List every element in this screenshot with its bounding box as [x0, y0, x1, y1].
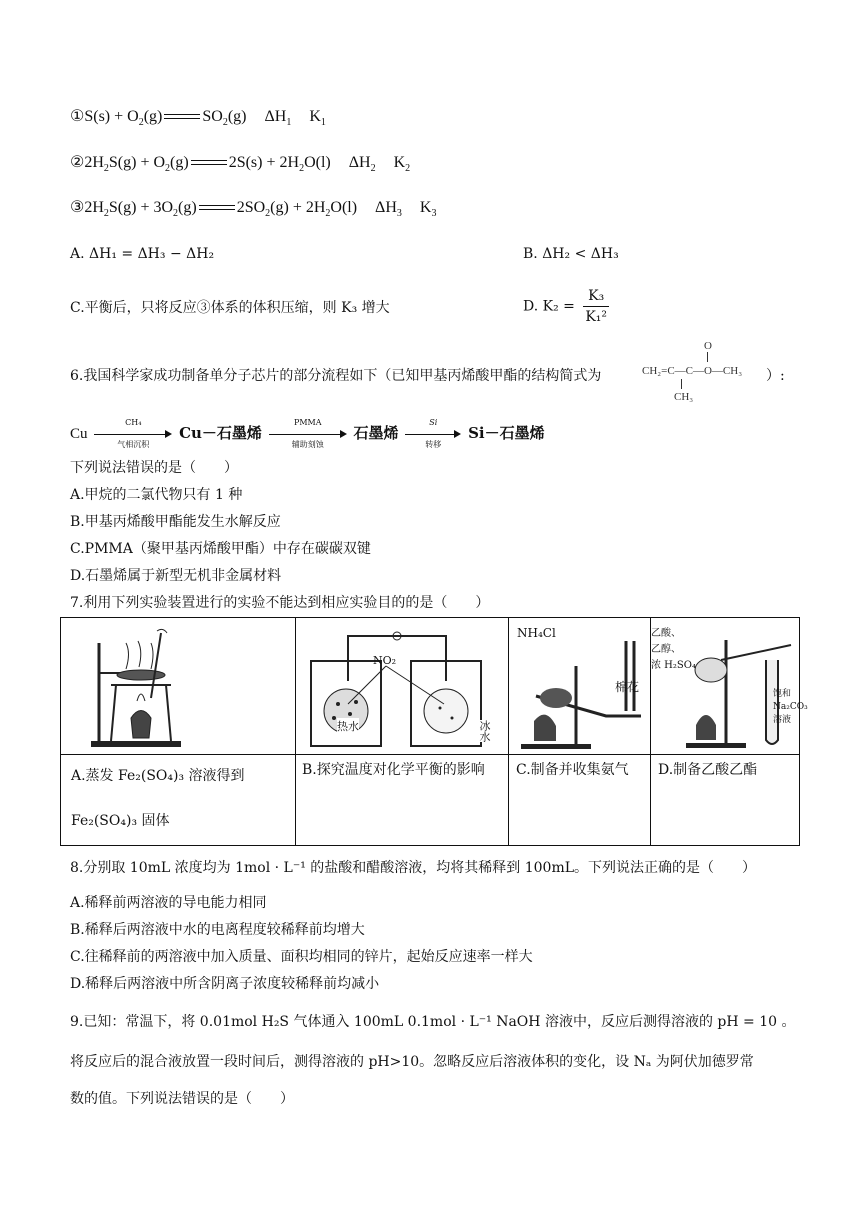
q5-option-c: C.平衡后，只将反应③体系的体积压缩，则 K₃ 增大 — [70, 300, 390, 316]
q9-line-2: 将反应后的混合液放置一段时间后，测得溶液的 pH>10。忽略反应后溶液体积的变化，设 Nₐ 为阿伏加德罗常 — [70, 1054, 754, 1070]
caption-b: B.探究温度对化学平衡的影响 — [302, 762, 485, 778]
q6-option-b: B.甲基丙烯酸甲酯能发生水解反应 — [70, 514, 281, 530]
q8-option-b: B.稀释后两溶液中水的电离程度较稀释前均增大 — [70, 922, 365, 938]
evaporation-apparatus-icon — [81, 623, 201, 751]
q7-stem: 7.利用下列实验装置进行的实验不能达到相应实验目的的是（ ） — [70, 595, 490, 611]
methyl-methacrylate-structure: O CH₂=C—C—O—CH₃ CH₃ — [642, 340, 743, 403]
equation-2: $②2H_2S(g) + O_2(g) 2S(s) + 2H_2O(l)$ $\Delta H_2$ $K_2$ — [70, 154, 411, 175]
caption-a-line2: Fe₂(SO₄)₃ 固体 — [71, 813, 170, 829]
q6-option-c: C.PMMA（聚甲基丙烯酸甲酯）中存在碳碳双键 — [70, 541, 371, 557]
q8-stem: 8.分别取 10mL 浓度均为 1mol · L⁻¹ 的盐酸和醋酸溶液，均将其稀释到 100mL。下列说法正确的是（ ） — [70, 860, 757, 876]
q5-option-d: D. K₂ = $\frac{\text{K₃}}{\text{K₁²}}$ — [523, 288, 608, 325]
equation-1: ①S(s) + $O_2(g)$ $SO_2(g)$ $\Delta H_1$ $K_1$ — [70, 108, 326, 129]
label-reagents: 乙酸、 乙醇、 浓 H₂SO₄ — [651, 628, 696, 671]
caption-a-line1: A.蒸发 Fe₂(SO₄)₃ 溶液得到 — [71, 768, 245, 784]
flow-node-cu-graphene: Cu－石墨烯 — [179, 424, 262, 442]
label-na2co3: 饱和 Na₂CO₃ 溶液 — [773, 689, 808, 725]
q6-option-a: A.甲烷的二氯代物只有 1 种 — [70, 487, 243, 503]
q6-stem: 6.我国科学家成功制备单分子芯片的部分流程如下（已知甲基丙烯酸甲酯的结构简式为 — [70, 368, 602, 384]
flow-arrow-icon: Si 转移 — [405, 420, 461, 448]
label-hot-water: 热水 — [337, 720, 359, 733]
equilibrium-arrow-icon — [164, 112, 200, 122]
flow-arrow-icon: PMMA 辅助刻蚀 — [269, 420, 347, 448]
equilibrium-arrow-icon — [191, 158, 227, 168]
label-nh4cl: NH₄Cl — [517, 626, 556, 640]
q8-option-c: C.往稀释前的两溶液中加入质量、面积均相同的锌片，起始反应速率一样大 — [70, 949, 533, 965]
q6-question: 下列说法错误的是（ ） — [70, 460, 238, 476]
label-no2: NO₂ — [373, 654, 397, 667]
q6-option-d: D.石墨烯属于新型无机非金属材料 — [70, 568, 282, 584]
process-flow — [70, 420, 545, 448]
label-cotton: 棉花 — [615, 680, 640, 694]
flow-node-graphene: 石墨烯 — [353, 424, 399, 442]
q6-stem-end: ）: — [766, 368, 785, 384]
q9-line-3: 数的值。下列说法错误的是（ ） — [70, 1091, 294, 1107]
equation-3: $③2H_2S(g) + 3O_2(g) 2SO_2(g) + 2H_2O(l)$ $\Delta H_3$ $K_3$ — [70, 199, 437, 220]
flow-node-cu: Cu — [70, 426, 88, 442]
q5-option-b: B. ΔH₂ < ΔH₃ — [523, 246, 619, 262]
equilibrium-arrow-icon — [199, 203, 235, 213]
q8-option-d: D.稀释后两溶液中所含阴离子浓度较稀释前均减小 — [70, 976, 380, 992]
fraction: $\frac{\text{K₃}}{\text{K₁²}}$ — [585, 288, 608, 325]
flow-node-si-graphene: Si－石墨烯 — [468, 424, 545, 442]
q8-option-a: A.稀释前两溶液的导电能力相同 — [70, 895, 267, 911]
q5-option-a: A. ΔH₁ = ΔH₃ − ΔH₂ — [70, 246, 215, 262]
no2-equilibrium-apparatus-icon — [306, 626, 501, 751]
caption-c: C.制备并收集氨气 — [516, 762, 629, 778]
flow-arrow-icon: CH₄ 气相沉积 — [94, 420, 172, 448]
q9-line-1: 9.已知：常温下，将 0.01mol H₂S 气体通入 100mL 0.1mol · L⁻¹ NaOH 溶液中，反应后测得溶液的 pH = 10 。 — [70, 1014, 796, 1030]
apparatus-table — [60, 617, 808, 846]
label-ice-water: 冰水 — [478, 720, 491, 742]
caption-d: D.制备乙酸乙酯 — [658, 762, 758, 778]
